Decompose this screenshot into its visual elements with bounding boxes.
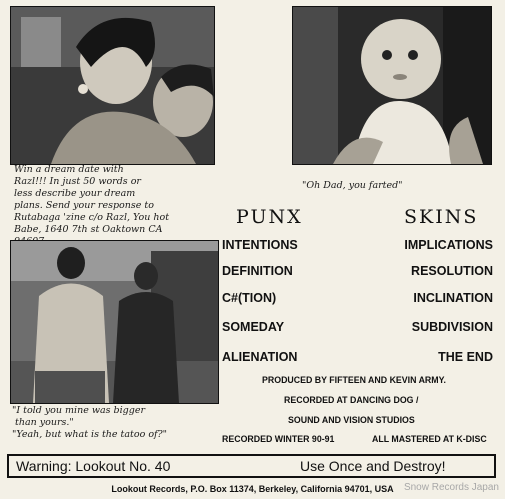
two-guys-photo (10, 240, 219, 404)
skins-track: INCLINATION (413, 291, 493, 305)
punx-track: C#(TION) (222, 291, 277, 305)
skins-track: THE END (438, 350, 493, 364)
mastered-credit: ALL MASTERED AT K-DISC (372, 434, 487, 444)
couple-photo (10, 6, 215, 165)
punx-track: SOMEDAY (222, 320, 285, 334)
skins-heading: SKINS (404, 206, 479, 228)
baby-photo (292, 6, 492, 165)
punx-track: INTENTIONS (222, 238, 298, 252)
warning-right-text: Use Once and Destroy! (300, 458, 446, 474)
recorded-when-credit: RECORDED WINTER 90-91 (222, 434, 335, 444)
dream-date-caption: Win a dream date with Razl!!! In just 50 words or less describe your dream plans. Send your response to Rutabaga 'zine c/o Razl, You hot Babe, 1640 7th st Oaktown CA (14, 164, 170, 235)
recorded-at-credit: RECORDED AT DANCING DOG / (284, 395, 419, 405)
punx-track: ALIENATION (222, 350, 298, 364)
baby-caption: "Oh Dad, you farted" (302, 180, 403, 191)
skins-track: IMPLICATIONS (404, 238, 493, 252)
skins-track: RESOLUTION (411, 264, 493, 278)
tattoo-caption: "I told you mine was bigger than yours." "Yeah, but what is the tatoo of?" (12, 405, 168, 440)
produced-credit: PRODUCED BY FIFTEEN AND KEVIN ARMY. (262, 375, 446, 385)
warning-left-text: Warning: Lookout No. 40 (16, 458, 171, 474)
skins-track: SUBDIVISION (411, 320, 493, 334)
watermark: Snow Records Japan (403, 482, 499, 493)
punx-heading: PUNX (236, 206, 303, 228)
punx-track: DEFINITION (222, 264, 293, 278)
studios-credit: SOUND AND VISION STUDIOS (288, 415, 415, 425)
label-address: Lookout Records, P.O. Box 11374, Berkeley, California 94701, USA (111, 484, 394, 494)
